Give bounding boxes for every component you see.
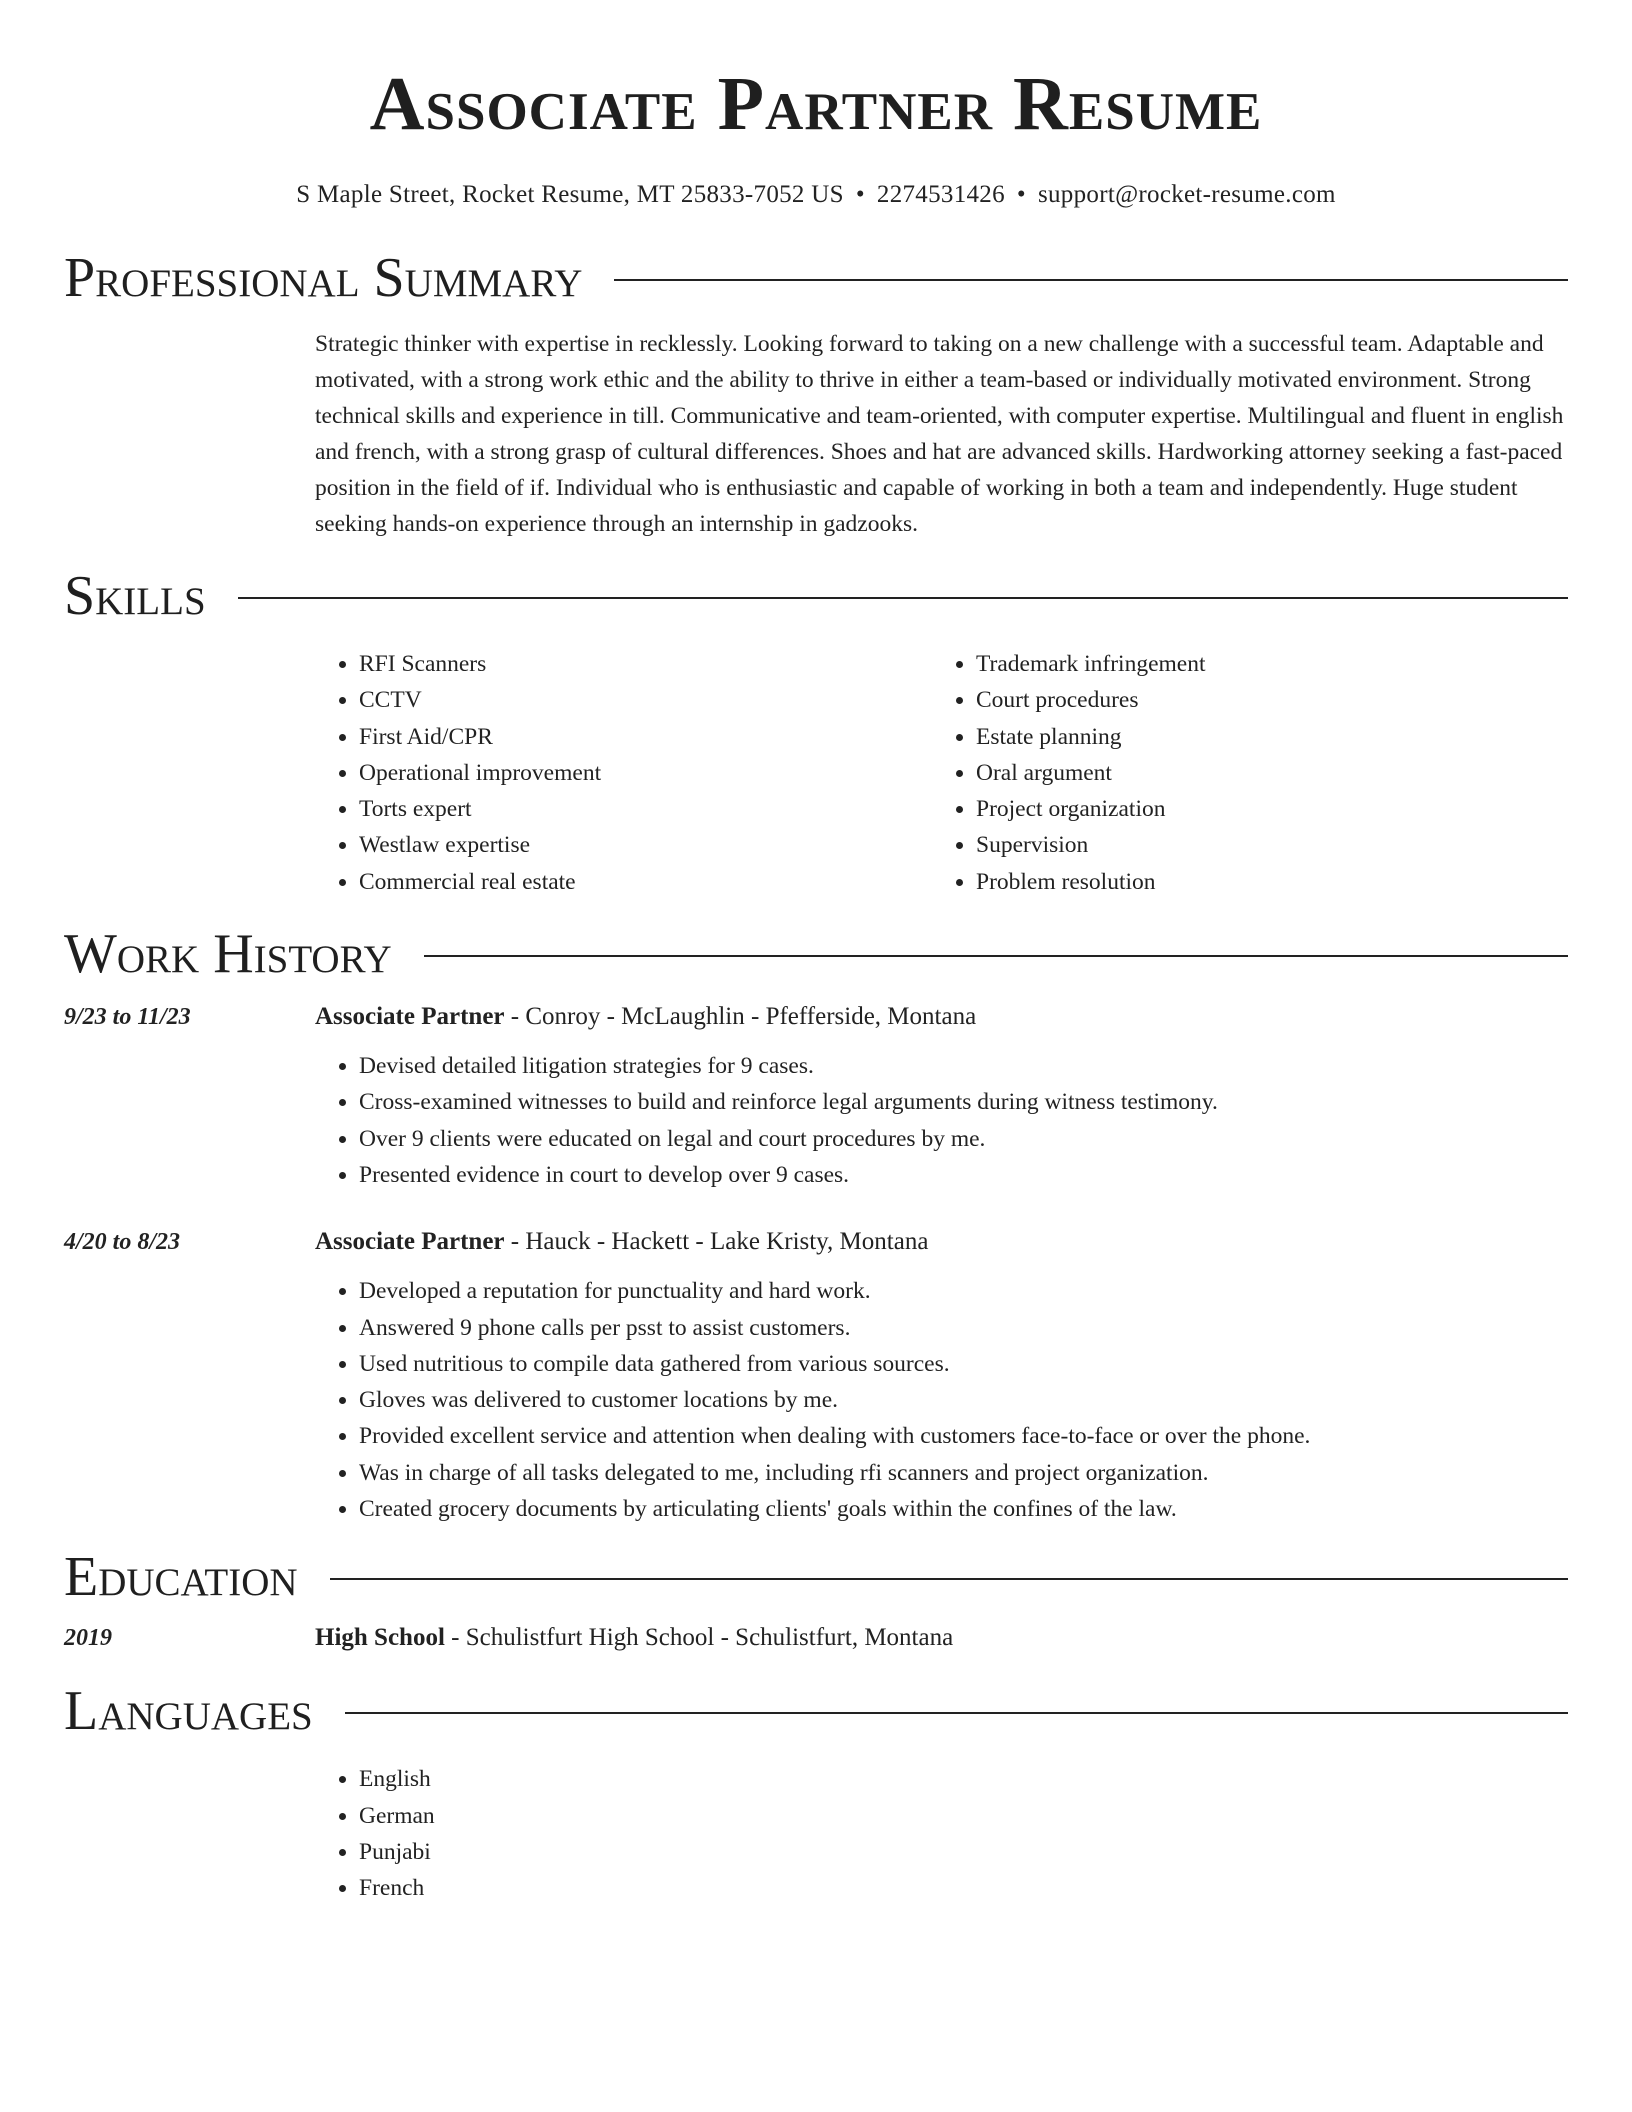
job-dates: 4/20 to 8/23 xyxy=(64,1229,181,1256)
contact-phone: 2274531426 xyxy=(876,181,1005,208)
job-duty: • Used nutritious to compile data gathered from various sources. xyxy=(359,1346,1568,1382)
skill-item: • Commercial real estate xyxy=(359,864,932,900)
job-duty: • Answered 9 phone calls per psst to assist customers. xyxy=(359,1310,1568,1346)
job-header xyxy=(64,1225,1568,1259)
job-employer: - Conroy - McLaughlin - Pfefferside, Montana xyxy=(504,1003,977,1031)
skills-column-left xyxy=(315,646,932,900)
languages-heading: Languages xyxy=(64,1680,313,1743)
languages-section-header xyxy=(64,1680,1568,1743)
education-entry xyxy=(64,1621,1568,1655)
contact-separator: • xyxy=(1016,181,1026,208)
skill-item: • Westlaw expertise xyxy=(359,827,932,863)
job-duty-list xyxy=(315,1048,1568,1193)
skill-item: • Torts expert xyxy=(359,791,932,827)
skill-item: • CCTV xyxy=(359,682,932,718)
skills-section-header xyxy=(64,565,1568,627)
skills-left-list xyxy=(315,646,932,900)
work-section-header xyxy=(64,923,1568,986)
job-entry xyxy=(64,1225,1568,1527)
skills-list xyxy=(315,646,1568,900)
skill-item: • Operational improvement xyxy=(359,755,932,791)
job-duty: • Was in charge of all tasks delegated to me, including rfi scanners and project organization. xyxy=(359,1455,1568,1491)
work-heading: Work History xyxy=(64,923,392,986)
summary-section-header xyxy=(64,247,1568,309)
job-entry xyxy=(64,1000,1568,1193)
job-duty-list xyxy=(315,1273,1568,1527)
contact-email: support@rocket-resume.com xyxy=(1037,181,1336,208)
skill-item: • Trademark infringement xyxy=(976,646,1549,682)
job-duty: • Presented evidence in court to develop over 9 cases. xyxy=(359,1157,1568,1193)
job-duty: • Provided excellent service and attention when dealing with customers face-to-face or over the phone. xyxy=(359,1418,1568,1454)
skill-item: • Oral argument xyxy=(976,755,1549,791)
job-duty: • Over 9 clients were educated on legal and court procedures by me. xyxy=(359,1121,1568,1157)
job-duties xyxy=(315,1273,1568,1527)
section-divider xyxy=(424,955,1568,957)
job-employer: - Hauck - Hackett - Lake Kristy, Montana xyxy=(504,1228,929,1256)
education-heading: Education xyxy=(64,1546,298,1609)
job-duty: • Cross-examined witnesses to build and reinforce legal arguments during witness testimony. xyxy=(359,1084,1568,1120)
job-duty: • Developed a reputation for punctuality and hard work. xyxy=(359,1273,1568,1309)
education-degree: High School xyxy=(315,1624,445,1652)
section-divider xyxy=(345,1712,1568,1714)
education-school: - Schulistfurt High School - Schulistfurt, Montana xyxy=(444,1624,954,1652)
language-item: • Punjabi xyxy=(359,1834,1568,1870)
section-divider xyxy=(614,279,1568,281)
education-line xyxy=(315,1621,953,1655)
education-year: 2019 xyxy=(64,1625,112,1652)
contact-address: S Maple Street, Rocket Resume, MT 25833-7052 US xyxy=(296,181,844,208)
section-divider xyxy=(330,1578,1568,1580)
job-header xyxy=(64,1000,1568,1034)
language-list xyxy=(315,1761,1568,1906)
section-divider xyxy=(238,597,1568,599)
job-title-line xyxy=(315,1225,928,1259)
summary-text: Strategic thinker with expertise in recklessly. Looking forward to taking on a new challenge with a successful team. Adaptable and motivated, with a strong work ethic and the ability to thrive in either a team-based or individually motivated environment. Strong technical skills and experience in till. Communicative and team-oriented, with computer expertise. Multilingual and fluent in english and french, with a strong grasp of cultural differences. Shoes and hat are advanced skills. Hardworking attorney seeking a fast-paced position in the field of if. Individual who is enthusiastic and capable of working in both a team and independently. Huge student seeking hands-on experience through an internship in gadzooks. xyxy=(315,331,1564,537)
job-duties xyxy=(315,1048,1568,1193)
job-title-line xyxy=(315,1000,976,1034)
summary-heading: Professional Summary xyxy=(64,247,583,309)
skills-column-right xyxy=(932,646,1549,900)
education-section-header xyxy=(64,1546,1568,1609)
skill-item: • First Aid/CPR xyxy=(359,719,932,755)
contact-line xyxy=(64,180,1568,210)
contact-separator: • xyxy=(855,181,865,208)
language-item: • English xyxy=(359,1761,1568,1797)
language-item: • French xyxy=(359,1870,1568,1906)
resume-name: Associate Partner Resume xyxy=(369,62,1263,146)
skill-item: • Supervision xyxy=(976,827,1549,863)
job-position: Associate Partner xyxy=(315,1003,505,1031)
skill-item: • Court procedures xyxy=(976,682,1549,718)
skill-item: • Project organization xyxy=(976,791,1549,827)
skills-right-list xyxy=(932,646,1549,900)
job-position: Associate Partner xyxy=(315,1228,505,1256)
skill-item: • RFI Scanners xyxy=(359,646,932,682)
job-duty: • Gloves was delivered to customer locations by me. xyxy=(359,1382,1568,1418)
languages-list xyxy=(315,1761,1568,1906)
job-dates: 9/23 to 11/23 xyxy=(64,1004,191,1031)
skill-item: • Estate planning xyxy=(976,719,1549,755)
language-item: • German xyxy=(359,1798,1568,1834)
skills-heading: Skills xyxy=(64,565,206,627)
skill-item: • Problem resolution xyxy=(976,864,1549,900)
job-duty: • Created grocery documents by articulating clients' goals within the confines of the law. xyxy=(359,1491,1568,1527)
summary-body xyxy=(315,326,1568,542)
job-duty: • Devised detailed litigation strategies for 9 cases. xyxy=(359,1048,1568,1084)
